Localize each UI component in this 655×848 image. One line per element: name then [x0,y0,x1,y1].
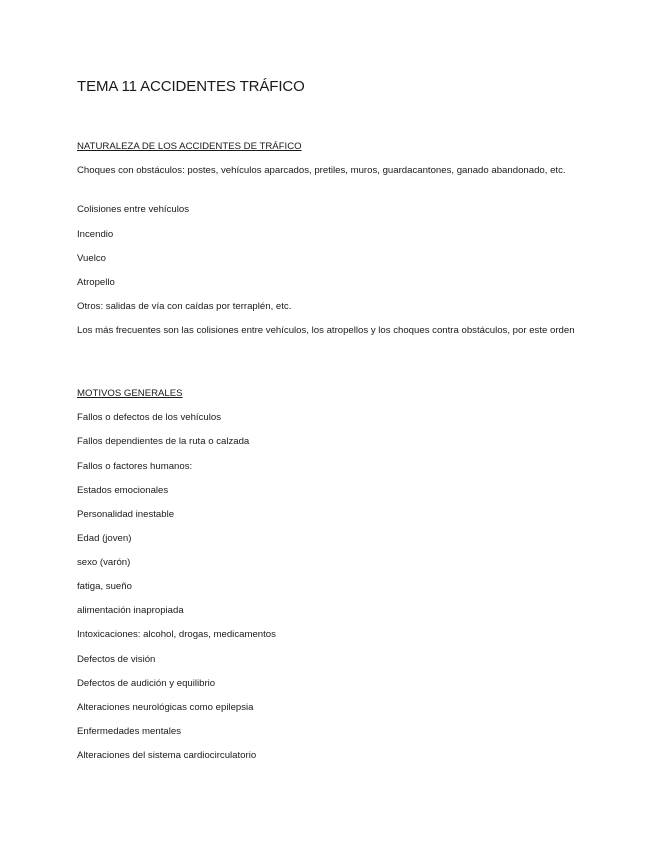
paragraph: Fallos dependientes de la ruta o calzada [77,436,250,447]
paragraph: sexo (varón) [77,557,131,568]
paragraph: Incendio [77,229,114,240]
paragraph: Defectos de audición y equilibrio [77,678,216,689]
paragraph: Estados emocionales [77,485,169,496]
paragraph: Fallos o defectos de los vehículos [77,412,221,423]
paragraph: Personalidad inestable [77,509,175,520]
paragraph: Intoxicaciones: alcohol, drogas, medicamentos [77,629,276,640]
paragraph: Defectos de visión [77,654,156,665]
section-heading-naturaleza: NATURALEZA DE LOS ACCIDENTES DE TRÁFICO [77,141,302,152]
paragraph: Enfermedades mentales [77,726,181,737]
paragraph: Colisiones entre vehículos [77,204,189,215]
paragraph: Los más frecuentes son las colisiones entre vehículos, los atropellos y los choques contra obstáculos, por este orden [77,325,575,336]
section-heading-motivos: MOTIVOS GENERALES [77,388,183,399]
paragraph: Vuelco [77,253,106,264]
paragraph: Alteraciones neurológicas como epilepsia [77,702,254,713]
paragraph: Atropello [77,277,115,288]
paragraph: Fallos o factores humanos: [77,461,193,472]
paragraph: Choques con obstáculos: postes, vehículos aparcados, pretiles, muros, guardacantones, ganado abandonado, etc. [77,165,566,176]
paragraph: alimentación inapropiada [77,605,184,616]
paragraph: Edad (joven) [77,533,132,544]
paragraph: Otros: salidas de vía con caídas por terraplén, etc. [77,301,292,312]
paragraph: fatiga, sueño [77,581,132,592]
paragraph: Alteraciones del sistema cardiocirculatorio [77,750,257,761]
page-title: TEMA 11 ACCIDENTES TRÁFICO [77,78,305,95]
